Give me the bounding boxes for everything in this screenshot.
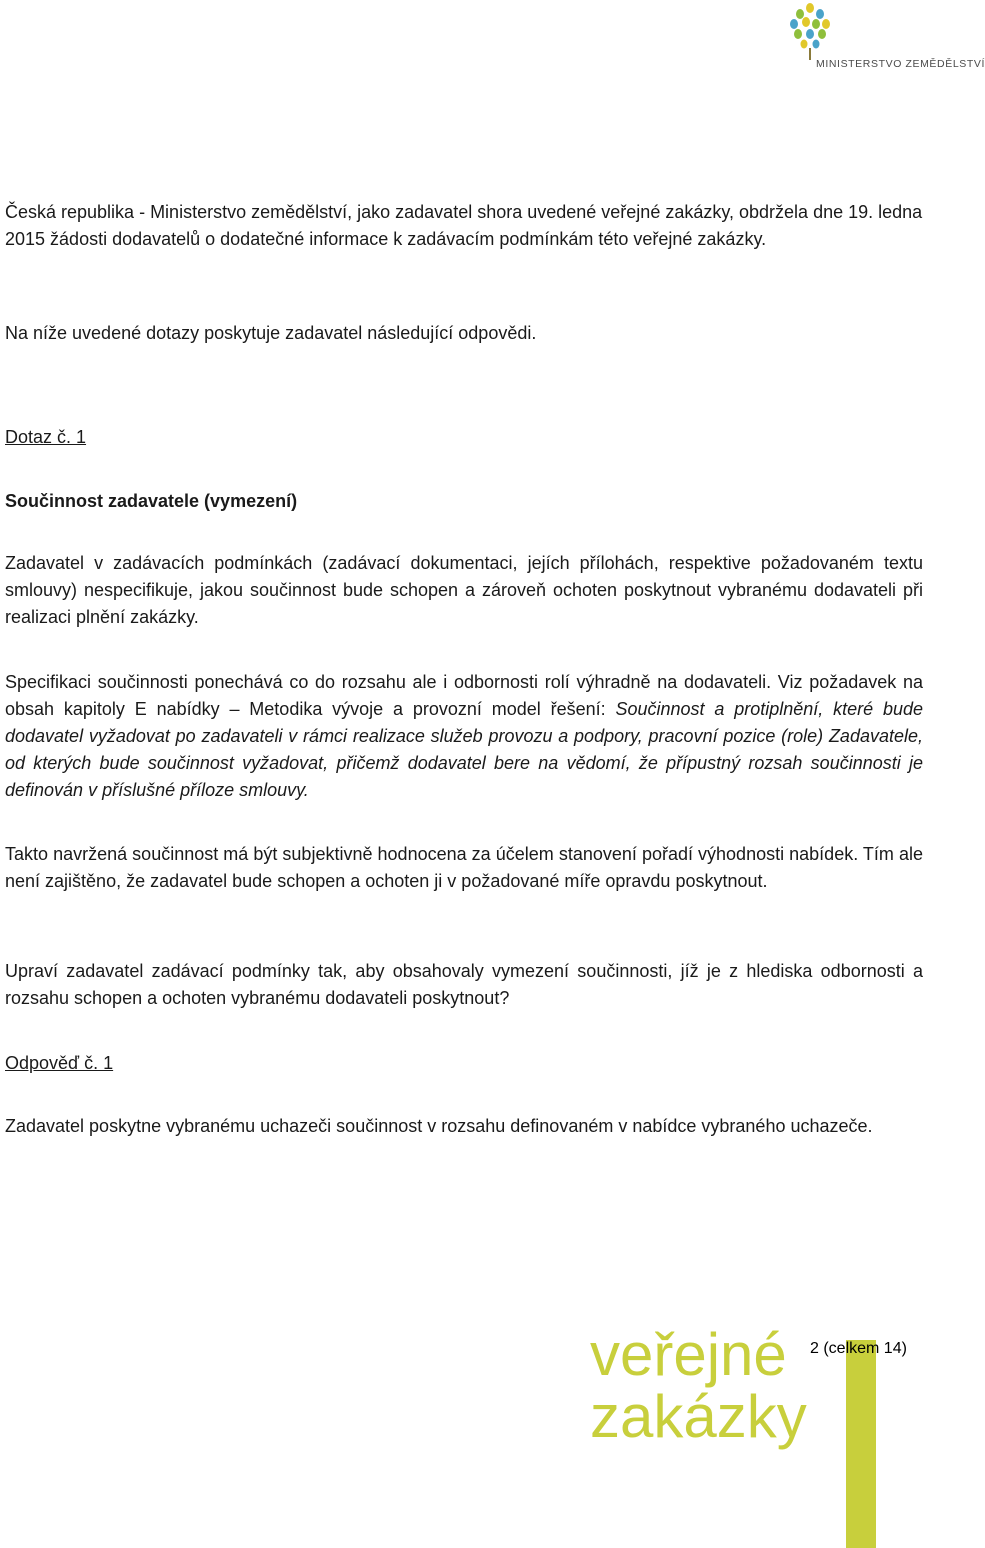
brand-logo-verejne-zakazky bbox=[590, 1321, 930, 1548]
question-paragraph-2 bbox=[5, 669, 923, 804]
question-paragraph-4: Upraví zadavatel zadávací podmínky tak, aby obsahovaly vymezení součinnosti, jíž je z hlediska odbornosti a rozsahu schopen a ochoten vybranému dodavateli poskytnout? bbox=[5, 961, 923, 1008]
brand-line-1: veřejné bbox=[590, 1321, 787, 1388]
question-paragraph-2-quote: Součinnost a protiplnění, které bude dodavatel vyžadovat po zadavateli v rámci realizace služeb provozu a podpory, pracovní pozice (role) Zadavatele, od kterých bude součinnost vyžadovat, přičemž dodavatel bere na vědomí, že přípustný rozsah součinnosti je definován v příslušné příloze smlouvy. bbox=[5, 699, 923, 800]
intro-note: Na níže uvedené dotazy poskytuje zadavatel následující odpovědi. bbox=[5, 323, 537, 343]
intro-paragraph: Česká republika - Ministerstvo zemědělství, jako zadavatel shora uvedené veřejné zakázky, obdržela dne 19. ledna 2015 žádosti dodavatelů o dodatečné informace k zadávacím podmínkám této veřejné zakázky. bbox=[5, 202, 923, 249]
question-title: Součinnost zadavatele (vymezení) bbox=[5, 491, 298, 511]
question-paragraph-1: Zadavatel v zadávacích podmínkách (zadávací dokumentaci, jejích přílohách, respektive požadovaném textu smlouvy) nespecifikuje, jakou součinnost bude schopen a zároveň ochoten poskytnout vybranému dodavateli při realizaci plnění zakázky. bbox=[5, 553, 923, 627]
brand-line-2: zakázky bbox=[590, 1383, 807, 1450]
brand-bar bbox=[846, 1340, 876, 1548]
page-number: 2 (celkem 14) bbox=[810, 1340, 907, 1357]
answer-heading: Odpověď č. 1 bbox=[5, 1053, 114, 1073]
question-heading: Dotaz č. 1 bbox=[5, 427, 87, 447]
question-paragraph-2-text: Specifikaci součinnosti ponechává co do rozsahu ale i odbornosti rolí výhradně na dodavateli. Viz požadavek na obsah kapitoly E nabídky – Metodika vývoje a provozní model řešení: bbox=[5, 672, 923, 719]
ministry-logo bbox=[770, 0, 985, 80]
question-paragraph-3: Takto navržená součinnost má být subjektivně hodnocena za účelem stanovení pořadí výhodnosti nabídek. Tím ale není zajištěno, že zadavatel bude schopen a ochoten ji v požadované míře opravdu poskytnout. bbox=[5, 844, 923, 891]
ministry-name: MINISTERSTVO ZEMĚDĚLSTVÍ bbox=[816, 58, 985, 70]
answer-paragraph: Zadavatel poskytne vybranému uchazeči součinnost v rozsahu definovaném v nabídce vybraného uchazeče. bbox=[5, 1116, 873, 1136]
